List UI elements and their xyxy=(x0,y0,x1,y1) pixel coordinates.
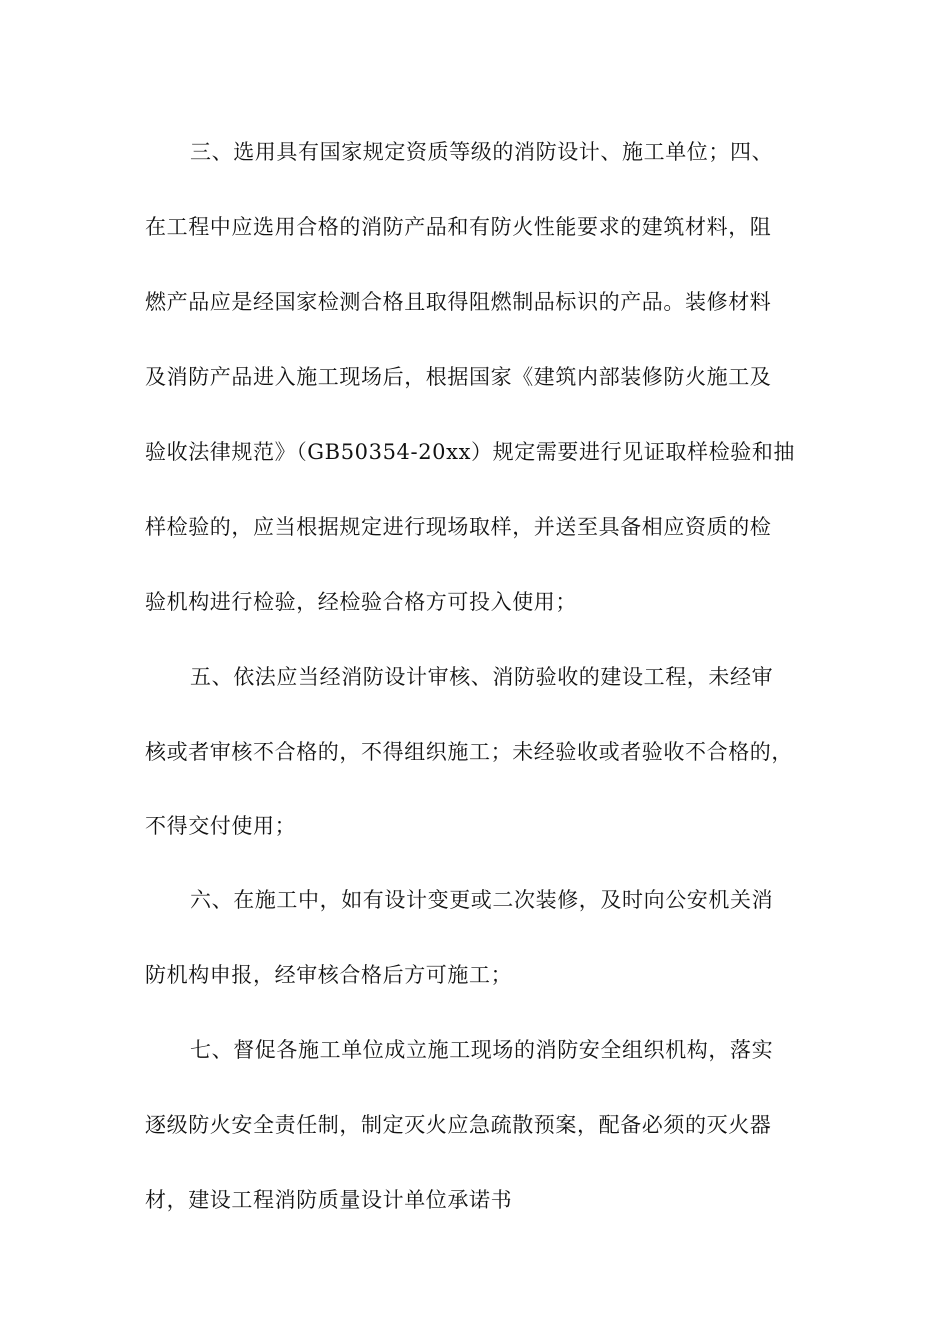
paragraph-7-line-1: 七、督促各施工单位成立施工现场的消防安全组织机构，落实 xyxy=(190,1038,774,1062)
paragraph-7-line-3: 材，建设工程消防质量设计单位承诺书 xyxy=(145,1188,513,1212)
paragraph-4-line-2: 燃产品应是经国家检测合格且取得阻燃制品标识的产品。装修材料 xyxy=(145,290,772,314)
paragraph-5-line-1: 五、依法应当经消防设计审核、消防验收的建设工程，未经审 xyxy=(190,665,774,689)
paragraph-5-line-3: 不得交付使用； xyxy=(145,814,297,838)
paragraph-4-line-5: 样检验的，应当根据规定进行现场取样，并送至具备相应资质的检 xyxy=(145,515,772,539)
paragraph-4-line-1: 在工程中应选用合格的消防产品和有防火性能要求的建筑材料，阻 xyxy=(145,215,772,239)
paragraph-3-line-1: 三、选用具有国家规定资质等级的消防设计、施工单位；四、 xyxy=(190,140,774,164)
paragraph-6-line-2: 防机构申报，经审核合格后方可施工； xyxy=(145,963,513,987)
paragraph-5-line-2: 核或者审核不合格的，不得组织施工；未经验收或者验收不合格的， xyxy=(145,740,793,764)
paragraph-4-line-6: 验机构进行检验，经检验合格方可投入使用； xyxy=(145,590,577,614)
paragraph-6-line-1: 六、在施工中，如有设计变更或二次装修，及时向公安机关消 xyxy=(190,888,774,912)
paragraph-4-line-3: 及消防产品进入施工现场后，根据国家《建筑内部装修防火施工及 xyxy=(145,365,772,389)
paragraph-4-line-4: 验收法律规范》（GB50354-20xx）规定需要进行见证取样检验和抽 xyxy=(145,440,796,464)
paragraph-7-line-2: 逐级防火安全责任制，制定灭火应急疏散预案，配备必须的灭火器 xyxy=(145,1113,772,1137)
